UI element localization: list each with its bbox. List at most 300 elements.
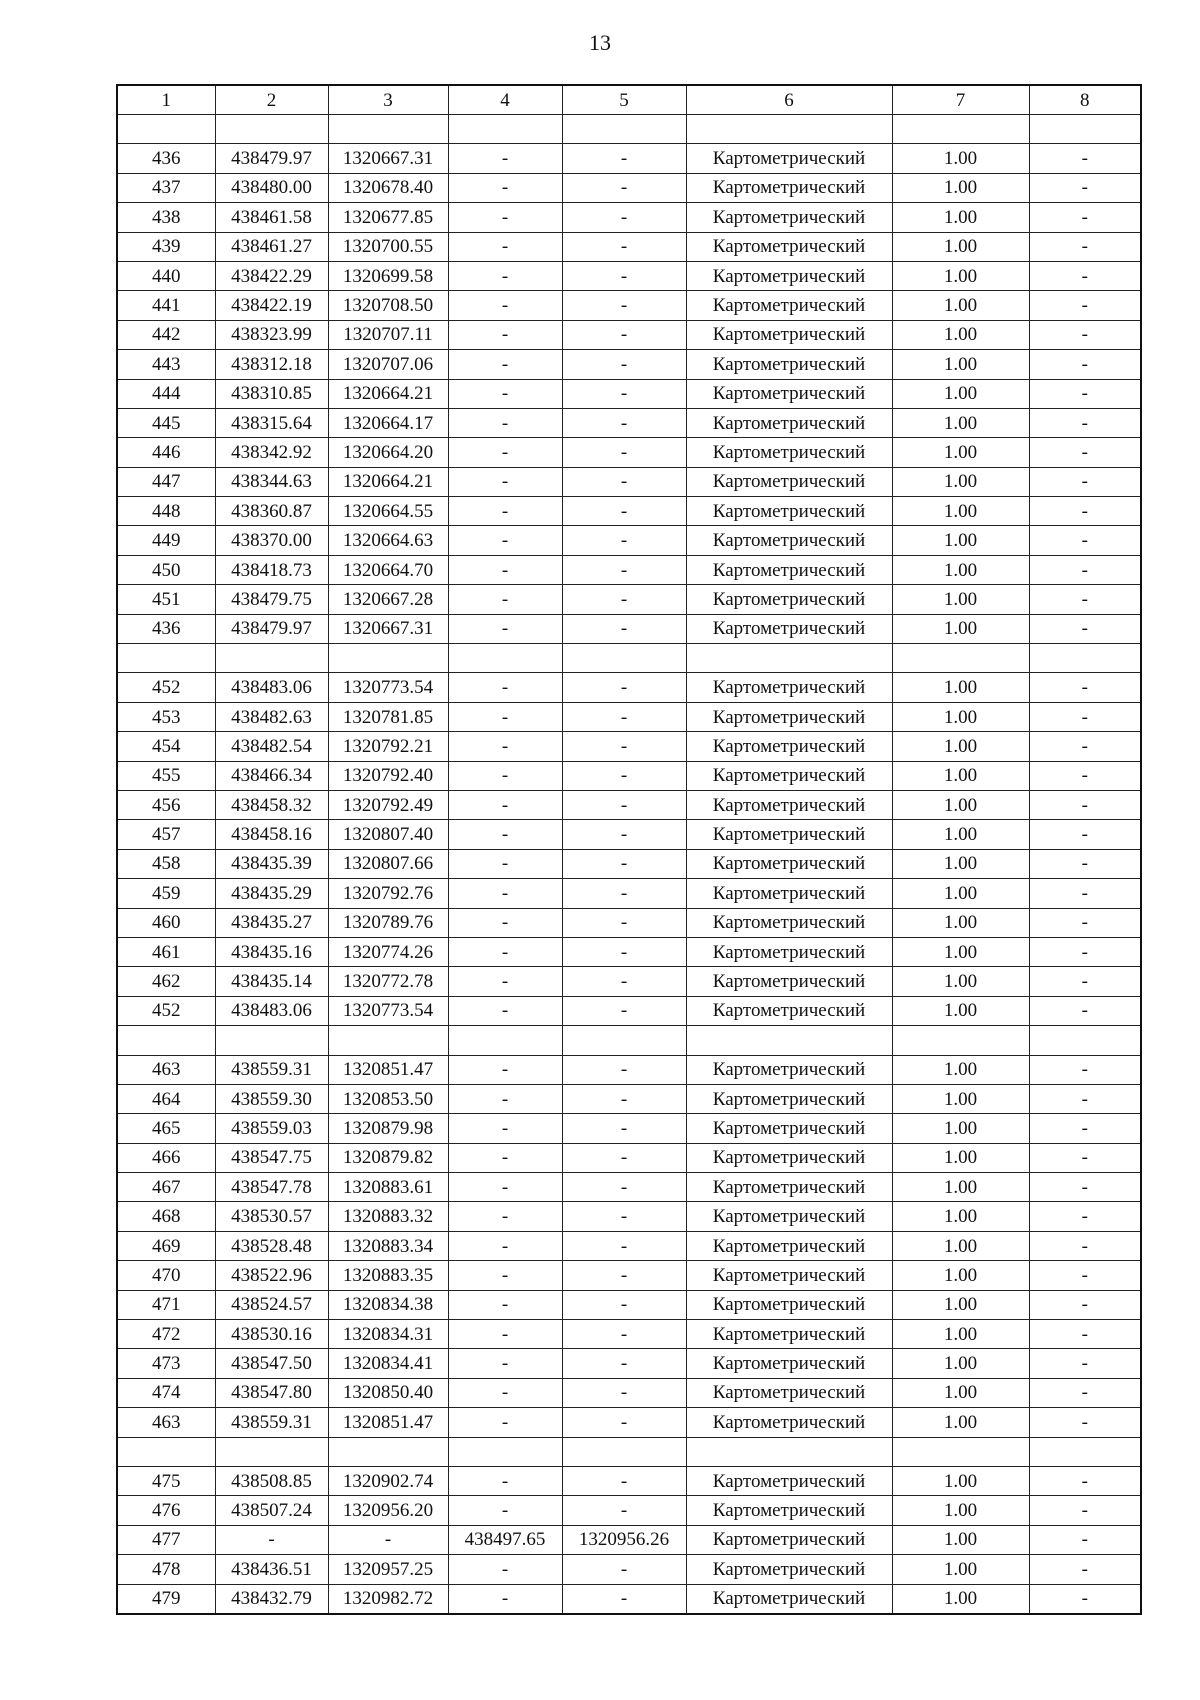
- table-cell: 438342.92: [215, 438, 328, 467]
- table-cell: [1029, 1026, 1141, 1055]
- column-header: 7: [892, 85, 1029, 115]
- table-cell: [215, 115, 328, 144]
- table-cell: [448, 644, 562, 673]
- table-cell: -: [448, 1496, 562, 1525]
- table-cell: -: [448, 1408, 562, 1437]
- table-cell: Картометрический: [686, 967, 892, 996]
- table-cell: -: [448, 1349, 562, 1378]
- table-cell: -: [448, 908, 562, 937]
- table-cell: -: [562, 849, 686, 878]
- table-cell: [562, 1437, 686, 1466]
- table-cell: 1.00: [892, 1084, 1029, 1113]
- table-cell: Картометрический: [686, 467, 892, 496]
- table-cell: 438482.54: [215, 732, 328, 761]
- table-cell: 438458.16: [215, 820, 328, 849]
- table-cell: 1320879.98: [328, 1114, 448, 1143]
- table-cell: 453: [117, 702, 215, 731]
- table-row: [117, 173, 1141, 202]
- table-cell: 438547.78: [215, 1173, 328, 1202]
- table-row: [117, 261, 1141, 290]
- table-cell: 452: [117, 996, 215, 1025]
- table-cell: -: [562, 761, 686, 790]
- table-cell: -: [562, 1231, 686, 1260]
- table-cell: -: [562, 232, 686, 261]
- table-cell: 1320851.47: [328, 1408, 448, 1437]
- table-cell: 451: [117, 585, 215, 614]
- table-row: [117, 849, 1141, 878]
- table-cell: 1.00: [892, 467, 1029, 496]
- table-cell: [686, 644, 892, 673]
- table-cell: -: [448, 614, 562, 643]
- table-cell: Картометрический: [686, 790, 892, 819]
- table-cell: -: [562, 908, 686, 937]
- table-row: [117, 1231, 1141, 1260]
- table-cell: 1320664.21: [328, 467, 448, 496]
- table-cell: 1320667.31: [328, 614, 448, 643]
- table-cell: -: [562, 1496, 686, 1525]
- table-cell: 1.00: [892, 438, 1029, 467]
- table-cell: 456: [117, 790, 215, 819]
- table-cell: 438547.50: [215, 1349, 328, 1378]
- table-cell: 1320677.85: [328, 203, 448, 232]
- table-row: [117, 438, 1141, 467]
- table-cell: 458: [117, 849, 215, 878]
- table-cell: -: [562, 1320, 686, 1349]
- table-cell: -: [448, 1261, 562, 1290]
- table-cell: 1320807.40: [328, 820, 448, 849]
- table-cell: -: [1029, 1525, 1141, 1554]
- table-cell: 1.00: [892, 1466, 1029, 1495]
- table-cell: 438497.65: [448, 1525, 562, 1554]
- table-cell: -: [448, 438, 562, 467]
- table-cell: 1.00: [892, 526, 1029, 555]
- table-cell: 1320707.06: [328, 350, 448, 379]
- table-cell: -: [562, 438, 686, 467]
- table-cell: 436: [117, 614, 215, 643]
- table-cell: Картометрический: [686, 702, 892, 731]
- table-cell: Картометрический: [686, 937, 892, 966]
- table-cell: 1320956.26: [562, 1525, 686, 1554]
- table-row: [117, 291, 1141, 320]
- table-cell: -: [562, 203, 686, 232]
- table-cell: 438370.00: [215, 526, 328, 555]
- table-cell: 1.00: [892, 232, 1029, 261]
- table-row: [117, 1496, 1141, 1525]
- table-row: [117, 350, 1141, 379]
- table-cell: -: [448, 1466, 562, 1495]
- table-cell: 1.00: [892, 320, 1029, 349]
- table-cell: -: [1029, 408, 1141, 437]
- table-cell: 438480.00: [215, 173, 328, 202]
- table-cell: 1320902.74: [328, 1466, 448, 1495]
- table-cell: -: [562, 820, 686, 849]
- table-cell: 1.00: [892, 1349, 1029, 1378]
- table-cell: -: [448, 996, 562, 1025]
- table-cell: 438344.63: [215, 467, 328, 496]
- table-cell: 454: [117, 732, 215, 761]
- table-cell: 438479.97: [215, 614, 328, 643]
- table-cell: 437: [117, 173, 215, 202]
- table-cell: [215, 1437, 328, 1466]
- table-cell: Картометрический: [686, 408, 892, 437]
- table-cell: 1320834.41: [328, 1349, 448, 1378]
- table-cell: -: [1029, 1349, 1141, 1378]
- table-cell: 438435.27: [215, 908, 328, 937]
- column-header: 4: [448, 85, 562, 115]
- table-cell: 1.00: [892, 261, 1029, 290]
- table-cell: -: [562, 1290, 686, 1319]
- table-cell: 1320792.49: [328, 790, 448, 819]
- table-cell: -: [448, 467, 562, 496]
- table-row: [117, 1378, 1141, 1407]
- table-cell: Картометрический: [686, 673, 892, 702]
- table-cell: -: [448, 1114, 562, 1143]
- table-cell: -: [448, 673, 562, 702]
- table-cell: 472: [117, 1320, 215, 1349]
- table-cell: Картометрический: [686, 1496, 892, 1525]
- table-cell: Картометрический: [686, 438, 892, 467]
- table-cell: Картометрический: [686, 232, 892, 261]
- table-cell: Картометрический: [686, 614, 892, 643]
- table-cell: 438360.87: [215, 497, 328, 526]
- table-cell: 1320792.21: [328, 732, 448, 761]
- table-row: [117, 673, 1141, 702]
- table-cell: -: [215, 1525, 328, 1554]
- table-body: [117, 115, 1141, 1614]
- table-row: [117, 555, 1141, 584]
- table-cell: 438435.16: [215, 937, 328, 966]
- table-cell: 1.00: [892, 1378, 1029, 1407]
- table-cell: 1320883.35: [328, 1261, 448, 1290]
- table-cell: 1.00: [892, 144, 1029, 173]
- table-cell: -: [448, 1290, 562, 1319]
- table-cell: 1.00: [892, 585, 1029, 614]
- table-cell: -: [328, 1525, 448, 1554]
- table-cell: Картометрический: [686, 1202, 892, 1231]
- table-cell: 440: [117, 261, 215, 290]
- table-cell: -: [1029, 1114, 1141, 1143]
- table-cell: -: [562, 350, 686, 379]
- table-cell: 1.00: [892, 291, 1029, 320]
- table-cell: 438479.75: [215, 585, 328, 614]
- table-cell: -: [448, 820, 562, 849]
- table-cell: Картометрический: [686, 1525, 892, 1554]
- table-cell: 457: [117, 820, 215, 849]
- table-cell: Картометрический: [686, 1143, 892, 1172]
- table-cell: Картометрический: [686, 379, 892, 408]
- table-row: [117, 908, 1141, 937]
- table-cell: 1.00: [892, 820, 1029, 849]
- table-cell: Картометрический: [686, 849, 892, 878]
- table-cell: 1.00: [892, 673, 1029, 702]
- table-row: [117, 614, 1141, 643]
- table-cell: -: [1029, 350, 1141, 379]
- table-cell: 464: [117, 1084, 215, 1113]
- table-cell: Картометрический: [686, 1320, 892, 1349]
- table-cell: 438483.06: [215, 673, 328, 702]
- table-cell: 1.00: [892, 1320, 1029, 1349]
- table-cell: [448, 115, 562, 144]
- table-cell: [686, 1026, 892, 1055]
- table-cell: 1.00: [892, 1202, 1029, 1231]
- table-cell: [1029, 644, 1141, 673]
- table-cell: 1320792.40: [328, 761, 448, 790]
- table-cell: 1320982.72: [328, 1584, 448, 1614]
- table-cell: 446: [117, 438, 215, 467]
- table-cell: 438323.99: [215, 320, 328, 349]
- table-cell: [328, 1437, 448, 1466]
- table-cell: 1320667.28: [328, 585, 448, 614]
- table-cell: 1320834.38: [328, 1290, 448, 1319]
- table-cell: -: [562, 555, 686, 584]
- table-cell: 470: [117, 1261, 215, 1290]
- table-row: [117, 526, 1141, 555]
- table-cell: 438418.73: [215, 555, 328, 584]
- table-cell: [117, 115, 215, 144]
- table-cell: -: [562, 1408, 686, 1437]
- table-cell: Картометрический: [686, 526, 892, 555]
- table-cell: 463: [117, 1055, 215, 1084]
- table-row: [117, 379, 1141, 408]
- table-cell: 1.00: [892, 1408, 1029, 1437]
- table-cell: 1.00: [892, 379, 1029, 408]
- table-cell: -: [562, 1349, 686, 1378]
- table-cell: 438530.16: [215, 1320, 328, 1349]
- table-cell: 460: [117, 908, 215, 937]
- table-cell: -: [448, 497, 562, 526]
- table-cell: -: [448, 967, 562, 996]
- table-cell: 1.00: [892, 1496, 1029, 1525]
- table-cell: Картометрический: [686, 908, 892, 937]
- table-row: [117, 203, 1141, 232]
- table-cell: -: [1029, 438, 1141, 467]
- table-cell: [686, 115, 892, 144]
- table-cell: -: [1029, 585, 1141, 614]
- table-cell: 438479.97: [215, 144, 328, 173]
- table-cell: -: [1029, 261, 1141, 290]
- table-cell: -: [1029, 379, 1141, 408]
- table-cell: 1.00: [892, 1261, 1029, 1290]
- table-cell: -: [562, 1055, 686, 1084]
- table-cell: -: [1029, 761, 1141, 790]
- table-cell: [117, 1437, 215, 1466]
- table-cell: [892, 644, 1029, 673]
- table-cell: 465: [117, 1114, 215, 1143]
- table-cell: Картометрический: [686, 1349, 892, 1378]
- table-cell: Картометрический: [686, 350, 892, 379]
- header-row: [117, 85, 1141, 115]
- column-header: 1: [117, 85, 215, 115]
- table-cell: 1.00: [892, 497, 1029, 526]
- table-cell: -: [562, 1202, 686, 1231]
- table-cell: -: [562, 1466, 686, 1495]
- table-row: [117, 1320, 1141, 1349]
- table-cell: [117, 1026, 215, 1055]
- table-row: [117, 408, 1141, 437]
- table-cell: 449: [117, 526, 215, 555]
- table-cell: Картометрический: [686, 203, 892, 232]
- table-row: [117, 585, 1141, 614]
- table-cell: 444: [117, 379, 215, 408]
- table-cell: -: [448, 144, 562, 173]
- table-row: [117, 937, 1141, 966]
- column-header: 5: [562, 85, 686, 115]
- table-cell: 438458.32: [215, 790, 328, 819]
- table-cell: 436: [117, 144, 215, 173]
- table-cell: 441: [117, 291, 215, 320]
- table-cell: [1029, 1437, 1141, 1466]
- table-row: [117, 144, 1141, 173]
- table-cell: 1320699.58: [328, 261, 448, 290]
- table-row: [117, 1114, 1141, 1143]
- table-cell: 1.00: [892, 967, 1029, 996]
- table-cell: 1.00: [892, 1173, 1029, 1202]
- table-cell: 1320772.78: [328, 967, 448, 996]
- table-cell: Картометрический: [686, 996, 892, 1025]
- table-cell: -: [1029, 908, 1141, 937]
- table-cell: 1320678.40: [328, 173, 448, 202]
- table-cell: 439: [117, 232, 215, 261]
- table-cell: -: [448, 1173, 562, 1202]
- table-cell: -: [1029, 879, 1141, 908]
- table-cell: 438310.85: [215, 379, 328, 408]
- table-cell: 455: [117, 761, 215, 790]
- table-row: [117, 1026, 1141, 1055]
- table-cell: 438432.79: [215, 1584, 328, 1614]
- table-cell: -: [448, 1584, 562, 1614]
- table-cell: 1320883.34: [328, 1231, 448, 1260]
- table-cell: -: [1029, 849, 1141, 878]
- table-cell: Картометрический: [686, 1290, 892, 1319]
- table-cell: 1.00: [892, 1584, 1029, 1614]
- table-cell: 1.00: [892, 908, 1029, 937]
- table-cell: 1320664.70: [328, 555, 448, 584]
- table-cell: Картометрический: [686, 1173, 892, 1202]
- table-cell: 452: [117, 673, 215, 702]
- table-cell: 471: [117, 1290, 215, 1319]
- table-cell: -: [448, 849, 562, 878]
- table-cell: -: [448, 1084, 562, 1113]
- table-cell: -: [1029, 1202, 1141, 1231]
- table-cell: 438522.96: [215, 1261, 328, 1290]
- table-cell: 438461.58: [215, 203, 328, 232]
- table-cell: -: [1029, 497, 1141, 526]
- table-row: [117, 702, 1141, 731]
- table-row: [117, 996, 1141, 1025]
- table-cell: 438461.27: [215, 232, 328, 261]
- table-cell: [215, 1026, 328, 1055]
- table-row: [117, 1555, 1141, 1584]
- table-cell: 475: [117, 1466, 215, 1495]
- table-cell: -: [1029, 320, 1141, 349]
- table-cell: -: [562, 1143, 686, 1172]
- table-row: [117, 732, 1141, 761]
- table-cell: -: [448, 261, 562, 290]
- table-cell: -: [562, 585, 686, 614]
- table-cell: 466: [117, 1143, 215, 1172]
- table-cell: 463: [117, 1408, 215, 1437]
- table-cell: -: [448, 1378, 562, 1407]
- table-cell: 438422.29: [215, 261, 328, 290]
- table-cell: -: [1029, 173, 1141, 202]
- table-cell: 1.00: [892, 203, 1029, 232]
- table-cell: -: [448, 879, 562, 908]
- table-cell: 473: [117, 1349, 215, 1378]
- table-cell: 1320851.47: [328, 1055, 448, 1084]
- table-cell: -: [1029, 203, 1141, 232]
- table-cell: [117, 644, 215, 673]
- table-cell: 438559.03: [215, 1114, 328, 1143]
- table-cell: 1320667.31: [328, 144, 448, 173]
- table-cell: [562, 1026, 686, 1055]
- table-cell: 478: [117, 1555, 215, 1584]
- table-cell: -: [562, 320, 686, 349]
- table-cell: -: [448, 1143, 562, 1172]
- table-cell: 438435.39: [215, 849, 328, 878]
- table-row: [117, 1143, 1141, 1172]
- table-cell: 477: [117, 1525, 215, 1554]
- table-cell: -: [1029, 820, 1141, 849]
- table-row: [117, 232, 1141, 261]
- table-cell: 1.00: [892, 408, 1029, 437]
- table-cell: -: [1029, 996, 1141, 1025]
- table-cell: Картометрический: [686, 1378, 892, 1407]
- table-cell: 1320956.20: [328, 1496, 448, 1525]
- table-cell: 1320664.63: [328, 526, 448, 555]
- table-cell: 1.00: [892, 937, 1029, 966]
- table-row: [117, 1437, 1141, 1466]
- table-cell: 438524.57: [215, 1290, 328, 1319]
- table-row: [117, 761, 1141, 790]
- table-cell: 438315.64: [215, 408, 328, 437]
- table-cell: 1320883.32: [328, 1202, 448, 1231]
- table-cell: 1.00: [892, 555, 1029, 584]
- table-cell: -: [1029, 1320, 1141, 1349]
- table-cell: -: [1029, 614, 1141, 643]
- table-cell: [448, 1026, 562, 1055]
- table-cell: Картометрический: [686, 1408, 892, 1437]
- table-cell: -: [1029, 1055, 1141, 1084]
- table-cell: 1320664.21: [328, 379, 448, 408]
- table-cell: 1320773.54: [328, 996, 448, 1025]
- table-cell: -: [1029, 1496, 1141, 1525]
- table-cell: -: [1029, 1555, 1141, 1584]
- table-cell: 1320834.31: [328, 1320, 448, 1349]
- table-cell: 1.00: [892, 996, 1029, 1025]
- table-cell: 1320708.50: [328, 291, 448, 320]
- table-cell: [215, 644, 328, 673]
- table-cell: 1320773.54: [328, 673, 448, 702]
- table-cell: -: [562, 1084, 686, 1113]
- column-header: 6: [686, 85, 892, 115]
- table-cell: -: [1029, 1143, 1141, 1172]
- table-cell: -: [448, 408, 562, 437]
- table-cell: Картометрический: [686, 555, 892, 584]
- table-cell: -: [1029, 1466, 1141, 1495]
- table-cell: 1.00: [892, 1290, 1029, 1319]
- table-cell: [892, 115, 1029, 144]
- table-cell: -: [1029, 1261, 1141, 1290]
- table-cell: Картометрический: [686, 1466, 892, 1495]
- table-cell: -: [1029, 144, 1141, 173]
- table-cell: -: [1029, 937, 1141, 966]
- table-cell: Картометрический: [686, 291, 892, 320]
- table-cell: -: [562, 1584, 686, 1614]
- table-cell: Картометрический: [686, 1584, 892, 1614]
- coordinates-table: [116, 84, 1142, 1615]
- table-cell: Картометрический: [686, 144, 892, 173]
- table-cell: -: [448, 555, 562, 584]
